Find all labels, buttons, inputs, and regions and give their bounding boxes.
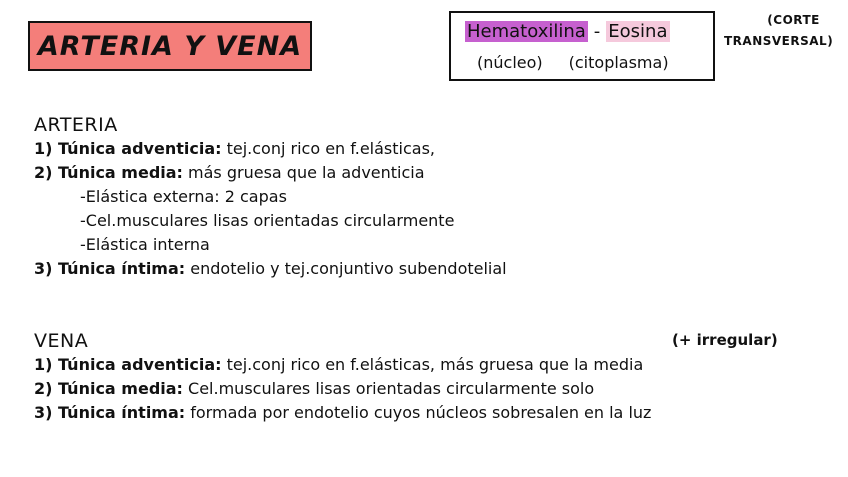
label: 3) Túnica íntima: [34, 403, 186, 422]
eosina-label: Eosina [608, 21, 668, 42]
hematoxilina-label: Hematoxilina [467, 21, 586, 42]
arteria-media-sub-1: -Elástica externa: 2 capas [80, 187, 287, 206]
nucleo-label: (núcleo) [477, 53, 543, 72]
arteria-media-sub-2: -Cel.musculares lisas orientadas circularmente [80, 211, 455, 230]
irregular-note: (+ irregular) [672, 331, 778, 349]
label: 1) Túnica adventicia: [34, 139, 222, 158]
text: endotelio y tej.conjuntivo subendotelial [185, 259, 507, 278]
arteria-heading: ARTERIA [34, 114, 118, 136]
stain-dash: - [593, 21, 601, 42]
text: formada por endotelio cuyos núcleos sobresalen en la luz [185, 403, 652, 422]
stain-names [465, 21, 670, 42]
arteria-tunica-media [34, 161, 507, 185]
title-box [28, 21, 312, 71]
corte-line1: (CORTE [767, 13, 820, 27]
label: 1) Túnica adventicia: [34, 355, 222, 374]
arteria-tunica-adventicia [34, 137, 507, 161]
text: tej.conj rico en f.elásticas, [221, 139, 435, 158]
vena-heading: VENA [34, 330, 89, 352]
stain-legend-box [449, 11, 715, 81]
text: más gruesa que la adventicia [182, 163, 425, 182]
vena-section [34, 329, 651, 425]
text: tej.conj rico en f.elásticas, más gruesa que la media [221, 355, 644, 374]
page-title: ARTERIA Y VENA [37, 30, 303, 62]
label: 3) Túnica íntima: [34, 259, 186, 278]
stain-targets [477, 53, 669, 72]
arteria-media-sub-3: -Elástica interna [80, 235, 210, 254]
label: 2) Túnica media: [34, 163, 183, 182]
vena-tunica-intima [34, 401, 651, 425]
citoplasma-label: (citoplasma) [568, 53, 669, 72]
vena-tunica-media [34, 377, 651, 401]
corte-line2: TRANSVERSAL) [724, 34, 834, 48]
corte-transversal-note [724, 10, 833, 52]
text: Cel.musculares lisas orientadas circularmente solo [182, 379, 595, 398]
arteria-tunica-intima [34, 257, 507, 281]
label: 2) Túnica media: [34, 379, 183, 398]
vena-tunica-adventicia [34, 353, 651, 377]
arteria-section [34, 113, 507, 281]
